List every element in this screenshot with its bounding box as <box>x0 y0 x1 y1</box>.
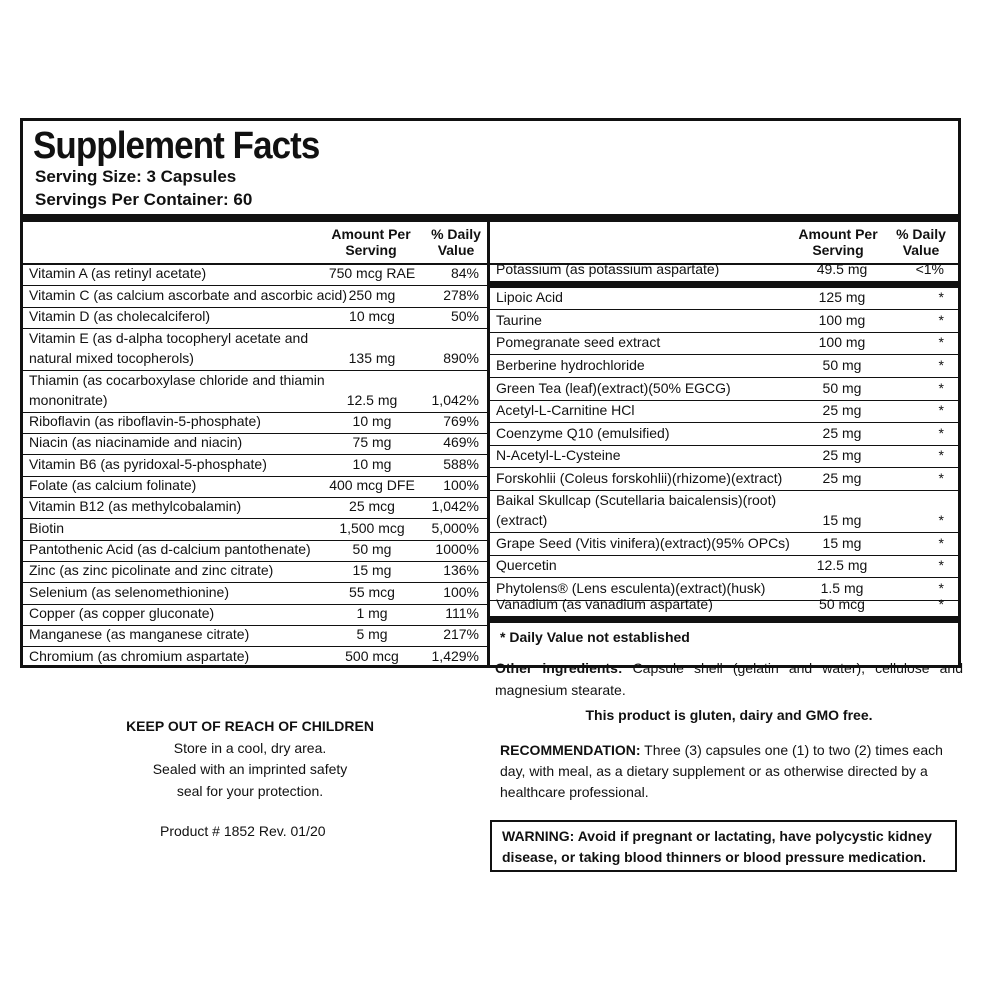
header-rule <box>23 214 958 222</box>
right-nutrient-rows <box>490 260 958 623</box>
nutrient-row <box>490 423 958 446</box>
nutrient-daily-value: 100% <box>443 583 479 600</box>
nutrient-amount: 250 mg <box>348 286 396 303</box>
nutrient-daily-value: 136% <box>443 562 479 579</box>
nutrient-name <box>496 355 645 375</box>
nutrient-name-line: Potassium (as potassium aspartate) <box>496 260 720 277</box>
nutrient-amount: 25 mcg <box>349 498 395 515</box>
nutrient-amount: 750 mcg RAE <box>328 265 416 282</box>
nutrient-amount: 125 mg <box>818 289 866 306</box>
nutrient-name-line: Selenium (as selenomethionine) <box>29 583 229 600</box>
nutrient-daily-value: * <box>938 534 944 551</box>
nutrient-name <box>29 582 229 602</box>
nutrient-amount: 50 mg <box>822 379 862 396</box>
nutrient-name-line: Vitamin E (as d-alpha tocopheryl acetate and <box>29 329 309 346</box>
nutrient-amount: 1 mg <box>356 604 388 621</box>
nutrient-row <box>23 455 487 476</box>
storage-info <box>120 716 380 802</box>
nutrient-row <box>23 308 487 329</box>
nutrient-daily-value: * <box>938 469 944 486</box>
nutrient-name-line: mononitrate) <box>29 391 108 408</box>
nutrient-daily-value: * <box>938 311 944 328</box>
storage-line-1: Store in a cool, dry area. <box>173 739 327 756</box>
nutrient-amount: 50 mg <box>352 540 392 557</box>
nutrient-daily-value: * <box>938 402 944 419</box>
nutrient-name <box>29 454 267 474</box>
nutrient-amount: 400 mcg DFE <box>329 477 415 494</box>
amount-header-line2: Serving <box>345 242 397 258</box>
nutrient-name <box>29 624 249 644</box>
other-ingredients-label: Other ingredients: <box>495 660 623 676</box>
nutrient-name-line: Biotin <box>29 519 65 536</box>
nutrient-amount: 55 mcg <box>349 583 395 600</box>
dv-header-line2: Value <box>902 242 940 258</box>
nutrient-amount: 100 mg <box>818 334 866 351</box>
nutrient-name <box>496 332 660 352</box>
nutrient-name-line: Baikal Skullcap (Scutellaria baicalensis)(root) <box>496 491 777 508</box>
other-ingredients-text: Capsule shell (gelatin and water), cellulose and magnesium stearate. <box>495 660 963 698</box>
daily-value-note: * Daily Value not established <box>500 629 690 645</box>
nutrient-name-line: Forskohlii (Coleus forskohlii)(rhizome)(extract) <box>496 469 783 486</box>
nutrient-amount: 12.5 mg <box>346 391 398 408</box>
amount-header-line1: Amount Per <box>798 226 878 242</box>
nutrient-name-line: natural mixed tocopherols) <box>29 349 194 366</box>
nutrient-daily-value: * <box>938 511 944 528</box>
nutrient-name-line: Niacin (as niacinamide and niacin) <box>29 434 243 451</box>
nutrient-daily-value: 5,000% <box>431 519 479 536</box>
nutrient-amount: 500 mcg <box>345 648 399 665</box>
nutrient-amount: 25 mg <box>822 447 862 464</box>
nutrient-row <box>490 378 958 401</box>
nutrient-name-line: Quercetin <box>496 557 557 574</box>
nutrient-daily-value: * <box>938 356 944 373</box>
nutrient-row <box>490 556 958 579</box>
nutrient-daily-value: * <box>938 424 944 441</box>
left-nutrient-column <box>23 222 490 668</box>
nutrient-amount: 10 mcg <box>349 307 395 324</box>
nutrient-name <box>29 560 273 580</box>
nutrient-daily-value: 1,042% <box>431 391 479 408</box>
nutrient-row <box>490 533 958 556</box>
nutrient-row <box>23 562 487 583</box>
nutrient-daily-value: * <box>938 289 944 306</box>
nutrient-name-line: Riboflavin (as riboflavin-5-phosphate) <box>29 413 261 430</box>
nutrient-name <box>29 496 241 516</box>
amount-header-left <box>323 226 419 258</box>
nutrient-name <box>496 533 790 553</box>
nutrient-row <box>23 519 487 540</box>
nutrient-name <box>496 594 713 614</box>
nutrient-name <box>496 490 776 530</box>
nutrient-row <box>23 265 487 286</box>
nutrient-daily-value: 100% <box>443 477 479 494</box>
keep-out-warning: KEEP OUT OF REACH OF CHILDREN <box>126 718 374 734</box>
nutrient-row <box>490 446 958 469</box>
nutrient-name <box>29 518 64 538</box>
nutrient-name-line: Zinc (as zinc picolinate and zinc citrate) <box>29 562 274 579</box>
nutrient-row <box>23 541 487 562</box>
left-nutrient-rows <box>23 263 487 668</box>
nutrient-name-line: N-Acetyl-L-Cysteine <box>496 447 621 464</box>
nutrient-row <box>23 329 487 371</box>
nutrient-name-line: Phytolens® (Lens esculenta)(extract)(husk) <box>496 579 766 596</box>
storage-line-3: seal for your protection. <box>176 782 324 799</box>
amount-header-line2: Serving <box>812 242 864 258</box>
nutrient-name <box>496 259 719 279</box>
nutrient-name <box>496 310 542 330</box>
product-number: Product # 1852 Rev. 01/20 <box>160 823 326 839</box>
nutrient-name <box>29 539 311 559</box>
nutrient-amount: 100 mg <box>818 311 866 328</box>
dv-header-left <box>423 226 489 258</box>
nutrient-row <box>490 310 958 333</box>
supplement-facts-panel <box>20 118 961 668</box>
dv-header-line1: % Daily <box>431 226 481 242</box>
nutrient-amount: 1.5 mg <box>820 579 864 596</box>
nutrient-name-line: Vitamin C (as calcium ascorbate and ascorbic acid) <box>29 286 347 303</box>
nutrient-daily-value: 769% <box>443 413 479 430</box>
nutrient-name-line: Vanadium (as vanadium aspartate) <box>496 596 713 613</box>
nutrient-row <box>23 413 487 434</box>
storage-line-2: Sealed with an imprinted safety <box>152 761 348 777</box>
nutrient-name-line: Berberine hydrochloride <box>496 356 645 373</box>
nutrient-row <box>490 355 958 378</box>
recommendation <box>500 740 945 803</box>
amount-header-right <box>790 226 886 258</box>
nutrient-amount: 15 mg <box>822 534 862 551</box>
dv-header-line1: % Daily <box>896 226 946 242</box>
nutrient-amount: 1,500 mcg <box>339 519 405 536</box>
nutrient-row <box>490 333 958 356</box>
nutrient-amount: 25 mg <box>822 424 862 441</box>
nutrient-name <box>496 423 670 443</box>
nutrient-amount: 49.5 mg <box>816 260 868 277</box>
nutrient-row <box>490 491 958 533</box>
servings-per-container: Servings Per Container: 60 <box>35 190 253 209</box>
recommendation-label: RECOMMENDATION: <box>500 742 641 758</box>
nutrient-daily-value: 217% <box>443 626 479 643</box>
nutrient-name <box>496 287 563 307</box>
nutrient-row <box>23 286 487 307</box>
nutrient-amount: 5 mg <box>356 626 388 643</box>
other-ingredients <box>495 657 963 701</box>
nutrient-name <box>29 603 214 623</box>
nutrient-name <box>29 328 308 368</box>
nutrient-name <box>496 378 731 398</box>
nutrient-name-line: Vitamin B12 (as methylcobalamin) <box>29 498 242 515</box>
nutrient-amount: 50 mcg <box>819 596 865 613</box>
nutrient-daily-value: 1000% <box>435 540 479 557</box>
serving-size: Serving Size: 3 Capsules <box>35 167 237 186</box>
nutrient-row <box>490 260 958 288</box>
nutrient-daily-value: 1,429% <box>431 648 479 665</box>
nutrient-name-line: (extract) <box>496 511 548 528</box>
nutrient-name-line: Pomegranate seed extract <box>496 334 661 351</box>
nutrient-daily-value: * <box>938 334 944 351</box>
nutrient-amount: 50 mg <box>822 356 862 373</box>
nutrient-amount: 135 mg <box>348 349 396 366</box>
nutrient-name <box>29 646 249 666</box>
nutrient-row <box>490 596 958 624</box>
nutrient-daily-value: 1,042% <box>431 498 479 515</box>
nutrient-name-line: Copper (as copper gluconate) <box>29 604 215 621</box>
nutrient-name-line: Manganese (as manganese citrate) <box>29 626 250 643</box>
nutrient-daily-value: 890% <box>443 349 479 366</box>
nutrient-amount: 12.5 mg <box>816 557 868 574</box>
nutrient-name-line: Vitamin A (as retinyl acetate) <box>29 265 207 282</box>
nutrient-row <box>490 401 958 424</box>
nutrient-name <box>29 370 325 410</box>
amount-header-line1: Amount Per <box>331 226 411 242</box>
nutrient-name-line: Chromium (as chromium aspartate) <box>29 648 250 665</box>
nutrient-name-line: Coenzyme Q10 (emulsified) <box>496 424 670 441</box>
nutrient-daily-value: * <box>938 596 944 613</box>
nutrient-daily-value: 469% <box>443 434 479 451</box>
nutrient-name <box>29 285 347 305</box>
panel-title: Supplement Facts <box>33 125 320 167</box>
nutrient-name <box>29 263 206 283</box>
dv-header-line2: Value <box>437 242 475 258</box>
nutrient-name-line: Pantothenic Acid (as d-calcium pantothenate) <box>29 540 311 557</box>
nutrient-name-line: Thiamin (as cocarboxylase chloride and thiamin <box>29 371 325 388</box>
nutrient-name-line: Green Tea (leaf)(extract)(50% EGCG) <box>496 379 731 396</box>
nutrient-name-line: Lipoic Acid <box>496 289 563 306</box>
nutrient-daily-value: * <box>938 579 944 596</box>
nutrient-amount: 25 mg <box>822 402 862 419</box>
nutrient-name-line: Vitamin D (as cholecalciferol) <box>29 307 211 324</box>
nutrient-name <box>496 468 782 488</box>
nutrient-amount: 75 mg <box>352 434 392 451</box>
nutrient-daily-value: 111% <box>445 604 479 621</box>
warning-box: WARNING: Avoid if pregnant or lactating, have polycystic kidney disease, or taking blood thinners or blood pressure medication. <box>490 820 957 872</box>
nutrient-amount: 10 mg <box>352 455 392 472</box>
nutrient-amount: 10 mg <box>352 413 392 430</box>
nutrient-name <box>29 306 210 326</box>
nutrient-row <box>23 605 487 626</box>
nutrient-name <box>29 411 261 431</box>
nutrient-name <box>29 432 242 452</box>
gluten-free-statement: This product is gluten, dairy and GMO free. <box>585 707 873 723</box>
nutrient-name-line: Acetyl-L-Carnitine HCl <box>496 402 635 419</box>
recommendation-text: Three (3) capsules one (1) to two (2) times each day, with meal, as a dietary supplement or as otherwise directed by a healthcare professional. <box>500 742 943 800</box>
nutrient-daily-value: 588% <box>443 455 479 472</box>
nutrient-row <box>23 498 487 519</box>
nutrient-daily-value: 84% <box>450 265 479 282</box>
nutrient-daily-value: 278% <box>443 286 479 303</box>
nutrient-name <box>496 555 557 575</box>
nutrient-row <box>23 647 487 668</box>
nutrient-daily-value: 50% <box>450 307 479 324</box>
nutrient-daily-value: * <box>938 557 944 574</box>
nutrient-daily-value: * <box>938 379 944 396</box>
nutrient-name-line: Folate (as calcium folinate) <box>29 477 197 494</box>
nutrient-amount: 15 mg <box>822 511 862 528</box>
nutrient-daily-value: * <box>938 447 944 464</box>
nutrient-row <box>23 626 487 647</box>
nutrient-amount: 25 mg <box>822 469 862 486</box>
nutrient-name-line: Vitamin B6 (as pyridoxal-5-phosphate) <box>29 455 267 472</box>
nutrient-amount: 15 mg <box>352 562 392 579</box>
nutrient-name <box>496 400 634 420</box>
nutrient-row <box>490 288 958 311</box>
dv-header-right <box>888 226 954 258</box>
nutrient-name-line: Taurine <box>496 311 542 328</box>
nutrient-row <box>23 371 487 413</box>
nutrient-row <box>490 468 958 491</box>
right-nutrient-column <box>490 222 958 642</box>
nutrient-row <box>23 583 487 604</box>
nutrient-name <box>29 475 196 495</box>
nutrient-name-line: Grape Seed (Vitis vinifera)(extract)(95% OPCs) <box>496 534 790 551</box>
nutrient-row <box>23 477 487 498</box>
nutrient-row <box>23 434 487 455</box>
nutrient-name <box>496 445 620 465</box>
nutrient-daily-value: <1% <box>915 260 944 277</box>
